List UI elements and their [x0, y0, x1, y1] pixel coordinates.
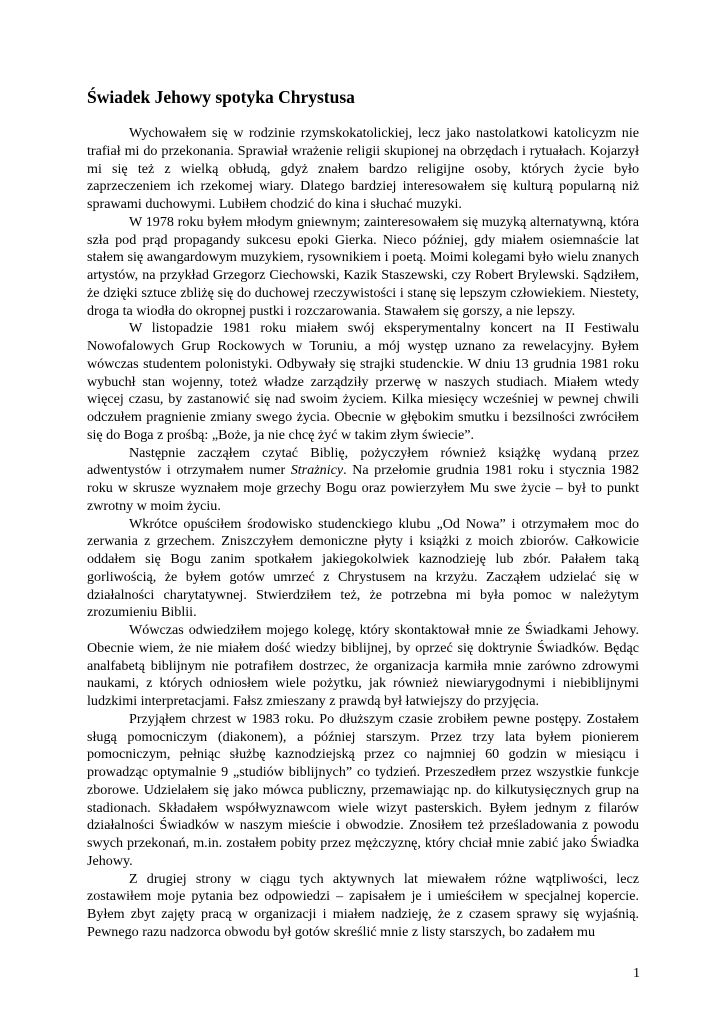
- paragraph-3: W listopadzie 1981 roku miałem swój eksperymentalny koncert na II Festiwalu Nowofalowych Grup Rockowych w Toruniu, a mój występ uznano za rewelacyjny. Byłem wówczas studentem polonistyki. Odbywały się strajki studenckie. W dniu 13 grudnia 1981 roku wybuchł stan wojenny, toteż władze zarządziły przerwę w naszych studiach. Miałem wtedy więcej czasu, by zastanowić się nad swoim życiem. Kilka miesięcy wcześniej w pewnej chwili odczułem pragnienie zmiany swego życia. Obecnie w głębokim smutku i bezsilności zwróciłem się do Boga z prośbą: „Boże, ja nie chcę żyć w takim złym świecie”.: [87, 320, 639, 443]
- document-title: Świadek Jehowy spotyka Chrystusa: [87, 87, 355, 107]
- paragraph-5: Wkrótce opuściłem środowisko studenckiego klubu „Od Nowa” i otrzymałem moc do zerwania z grzechem. Zniszczyłem demoniczne płyty i książki z moich zbiorów. Całkowicie oddałem się Bogu zanim spotkałem jakiegokolwiek kaznodzieję lub zbór. Pałałem taką gorliwością, że byłem gotów umrzeć z Chrystusem na krzyżu. Zacząłem udzielać się w działalności charytatywnej. Stwierdziłem też, że potrzebna mi była pomoc w należytym zrozumieniu Biblii.: [87, 515, 639, 621]
- document-body: [87, 125, 639, 942]
- paragraph-6: Wówczas odwiedziłem mojego kolegę, który skontaktował mnie ze Świadkami Jehowy. Obecnie wiem, że nie miałem dość wiedzy biblijnej, by oprzeć się doktrynie Świadków. Będąc analfabetą biblijnym nie potrafiłem dostrzec, że organizacja karmiła mnie zarówno zdrowymi naukami, z których odniosłem wiele pożytku, jak również niewiarygodnymi i niebiblijnymi ludzkimi interpretacjami. Fałsz zmieszany z prawdą był łatwiejszy do przyjęcia.: [87, 622, 639, 709]
- paragraph-8: Z drugiej strony w ciągu tych aktywnych lat miewałem różne wątpliwości, lecz zostawiłem moje pytania bez odpowiedzi – zapisałem je i umieściłem w specjalnej kopercie. Byłem zbyt zajęty pracą w organizacji i miałem nadzieję, że z czasem sprawy się wyjaśnią. Pewnego razu nadzorca obwodu był gotów skreślić mnie z listy starszych, bo zadałem mu: [87, 870, 639, 940]
- paragraph-4-after: . Na przełomie grudnia 1981 roku i stycznia 1982 roku w skrusze wyznałem moje grzechy Bogu oraz powierzyłem Mu swe życie – był to punkt zwrotny w moim życiu.: [87, 462, 639, 514]
- paragraph-4: [87, 445, 639, 516]
- page-number: 1: [632, 965, 640, 981]
- paragraph-7: Przyjąłem chrzest w 1983 roku. Po dłuższym czasie zrobiłem pewne postępy. Zostałem sługą pomocniczym (diakonem), a później starszym. Przez trzy lata byłem pionierem pomocniczym, pełniąc służbę kaznodziejską przez co najmniej 60 godzin w miesiącu i prowadząc optymalnie 9 „studiów biblijnych” co tydzień. Przeszedłem przez wszystkie funkcje zborowe. Udzielałem się jako mówca publiczny, przemawiając np. do kilkutysięcznych grup na stadionach. Składałem współwyznawcom wiele wizyt pasterskich. Byłem jednym z filarów działalności Świadków w naszym mieście i obwodzie. Znosiłem też prześladowania z powodu swych przekonań, m.in. zostałem pobity przez mężczyznę, który chciał mnie zabić jako Świadka Jehowy.: [87, 710, 639, 869]
- paragraph-4-before: Następnie zacząłem czytać Biblię, pożyczyłem również książkę wydaną przez adwentystów i otrzymałem numer: [87, 444, 639, 479]
- paragraph-1: Wychowałem się w rodzinie rzymskokatolickiej, lecz jako nastolatkowi katolicyzm nie trafiał mi do przekonania. Sprawiał wrażenie religii skupionej na obrzędach i rytuałach. Kojarzył mi się też z wielką obłudą, gdyż znałem bardzo religijne osoby, których życie było zaprzeczeniem ich rzekomej wiary. Dlatego bardziej interesowałem się kulturą popularną niż sprawami duchowymi. Lubiłem chodzić do kina i słuchać muzyki.: [87, 125, 639, 212]
- paragraph-2: W 1978 roku byłem młodym gniewnym; zainteresowałem się muzyką alternatywną, która szła pod prąd propagandy sukcesu epoki Gierka. Nieco później, gdy miałem osiemnaście lat stałem się awangardowym muzykiem, rysownikiem i poetą. Moimi kolegami było wielu znanych artystów, na przykład Grzegorz Ciechowski, Kazik Staszewski, czy Robert Brylewski. Sądziłem, że dzięki sztuce zbliżę się do duchowej rzeczywistości i stanę się lepszym człowiekiem. Niestety, droga ta wiodła do okropnej pustki i rozczarowania. Stawałem się gorszy, a nie lepszy.: [87, 213, 639, 319]
- magazine-title-straznicy: Strażnicy: [290, 462, 344, 479]
